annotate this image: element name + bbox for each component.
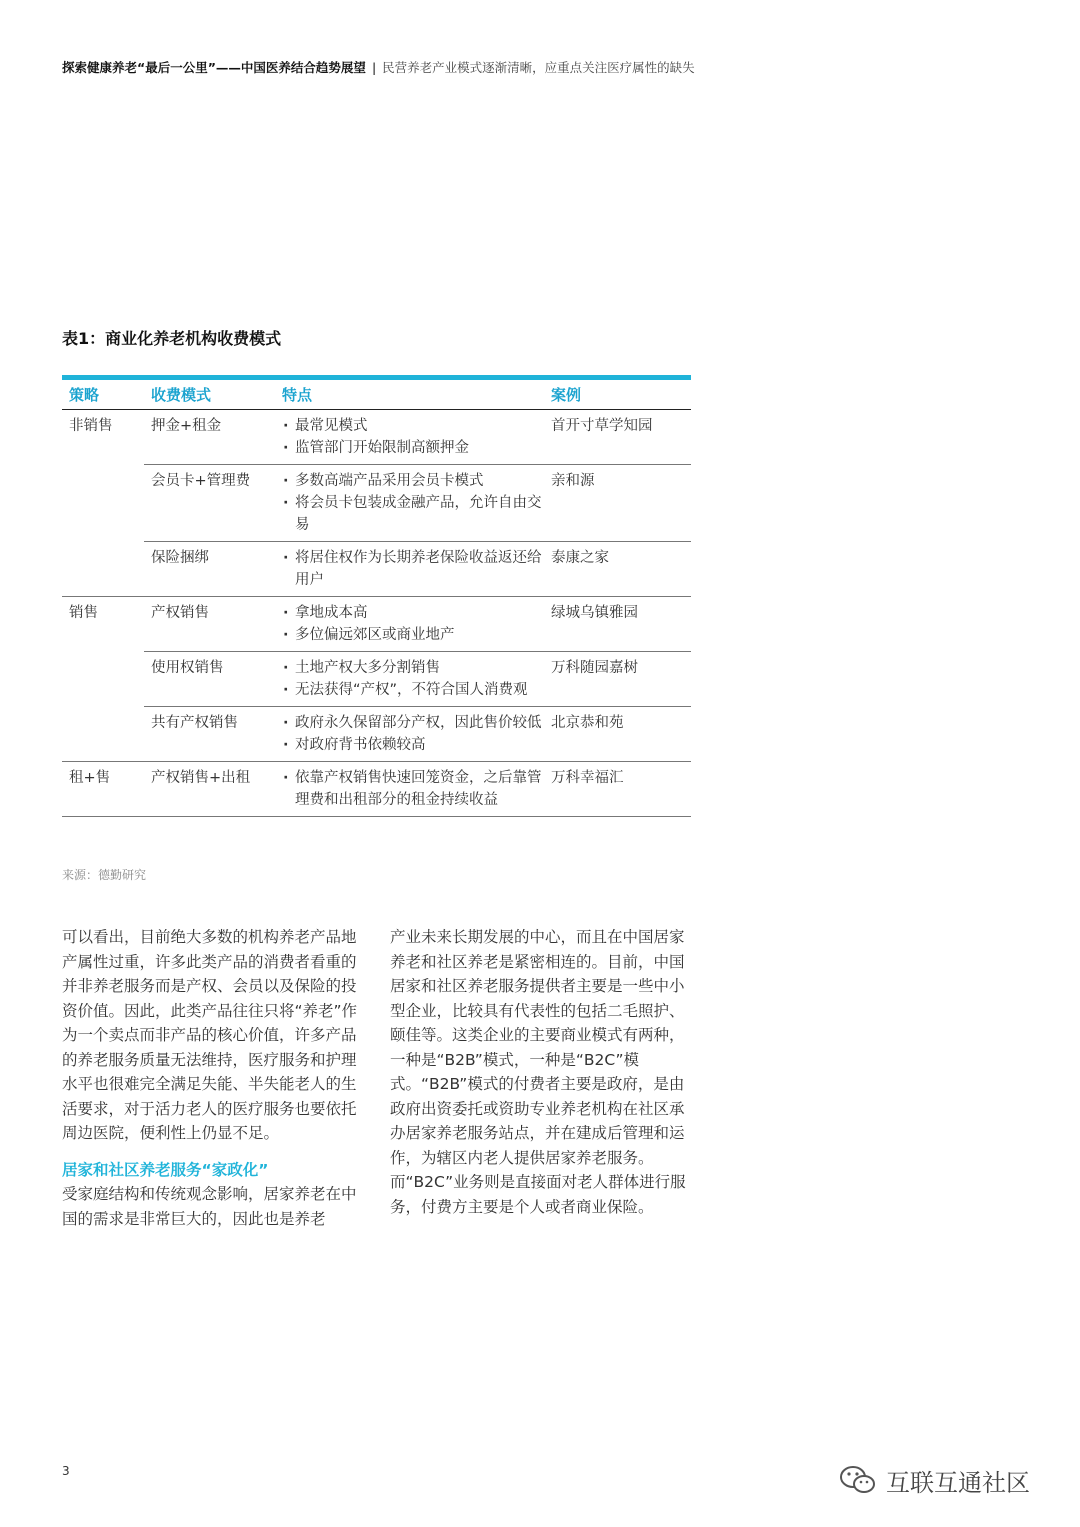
table-title: 表1：商业化养老机构收费模式 [62, 329, 282, 348]
watermark [838, 1460, 1030, 1500]
header-case: 案例 [544, 380, 691, 410]
table-header-row [62, 380, 691, 410]
features-cell [275, 707, 544, 762]
header-fee-mode: 收费模式 [144, 380, 275, 410]
case-cell: 北京恭和苑 [544, 707, 691, 762]
feature-item: · 政府永久保留部分产权，因此售价较低 [282, 712, 544, 734]
fee-model-table [62, 375, 691, 817]
fee-mode-cell: 会员卡+管理费 [144, 465, 275, 542]
strategy-cell: 销售 [62, 597, 144, 762]
table-row [62, 410, 691, 465]
features-cell [275, 542, 544, 597]
table-row [62, 465, 691, 542]
case-cell: 亲和源 [544, 465, 691, 542]
header-strategy: 策略 [62, 380, 144, 410]
feature-item: · 将居住权作为长期养老保险收益返还给用户 [282, 547, 544, 591]
header-features: 特点 [275, 380, 544, 410]
features-cell [275, 762, 544, 817]
watermark-text: 互联互通社区 [886, 1468, 1030, 1497]
feature-item: · 多数高端产品采用会员卡模式 [282, 470, 544, 492]
body-paragraph: 产业未来长期发展的中心，而且在中国居家养老和社区养老是紧密相连的。目前，中国居家和社区养老服务提供者主要是一些中小型企业，比较具有代表性的包括二毛照护、颐佳等。这类企业的主要商业模式有两种，一种是“B2B”模式，一种是“B2C”模式。“B2B”模式的付费者主要是政府，是由政府出资委托或资助专业养老机构在社区承办居家养老服务站点，并在建成后管理和运作，为辖区内老人提供居家养老服务。而“B2C”业务则是直接面对老人群体进行服务，付费方主要是个人或者商业保险。 [390, 928, 686, 1216]
fee-mode-cell: 产权销售+出租 [144, 762, 275, 817]
feature-item: · 将会员卡包装成金融产品，允许自由交易 [282, 492, 544, 536]
table-row [62, 597, 691, 652]
fee-mode-cell: 保险捆绑 [144, 542, 275, 597]
case-cell: 泰康之家 [544, 542, 691, 597]
case-cell: 万科随园嘉树 [544, 652, 691, 707]
body-column-right [390, 925, 692, 1219]
case-cell: 首开寸草学知园 [544, 410, 691, 465]
feature-item: · 无法获得“产权”，不符合国人消费观 [282, 679, 544, 701]
feature-item: · 监管部门开始限制高额押金 [282, 437, 544, 459]
features-cell [275, 465, 544, 542]
body-paragraph: 受家庭结构和传统观念影响，居家养老在中国的需求是非常巨大的，因此也是养老 [62, 1185, 357, 1228]
table-row [62, 707, 691, 762]
header-separator: | [371, 60, 377, 75]
wechat-icon [838, 1463, 878, 1497]
strategy-cell: 租+售 [62, 762, 144, 817]
fee-mode-cell: 押金+租金 [144, 410, 275, 465]
features-cell [275, 597, 544, 652]
features-cell [275, 652, 544, 707]
fee-mode-cell: 产权销售 [144, 597, 275, 652]
body-column-left [62, 925, 364, 1231]
feature-item: · 最常见模式 [282, 415, 544, 437]
section-subtitle: 民营养老产业模式逐渐清晰，应重点关注医疗属性的缺失 [382, 60, 695, 75]
feature-item: · 对政府背书依赖较高 [282, 734, 544, 756]
feature-item: · 拿地成本高 [282, 602, 544, 624]
table-row [62, 652, 691, 707]
strategy-cell: 非销售 [62, 410, 144, 597]
case-cell: 万科幸福汇 [544, 762, 691, 817]
case-cell: 绿城乌镇雅园 [544, 597, 691, 652]
table-row [62, 542, 691, 597]
report-title: 探索健康养老“最后一公里”——中国医养结合趋势展望 [62, 60, 366, 75]
features-cell [275, 410, 544, 465]
table-source: 来源：德勤研究 [62, 868, 147, 882]
section-subheading: 居家和社区养老服务“家政化” [62, 1160, 269, 1179]
table-row [62, 762, 691, 817]
body-paragraph: 可以看出，目前绝大多数的机构养老产品地产属性过重，许多此类产品的消费者看重的并非养老服务而是产权、会员以及保险的投资价值。因此，此类产品往往只将“养老”作为一个卖点而非产品的核心价值，许多产品的养老服务质量无法维持，医疗服务和护理水平也很难完全满足失能、半失能老人的生活要求，对于活力老人的医疗服务也要依托周边医院，便利性上仍显不足。 [62, 928, 358, 1142]
feature-item: · 依靠产权销售快速回笼资金，之后靠管理费和出租部分的租金持续收益 [282, 767, 544, 811]
feature-item: · 多位偏远郊区或商业地产 [282, 624, 544, 646]
page-header [62, 59, 1062, 77]
page-number: 3 [62, 1464, 70, 1478]
fee-mode-cell: 使用权销售 [144, 652, 275, 707]
fee-mode-cell: 共有产权销售 [144, 707, 275, 762]
feature-item: · 土地产权大多分割销售 [282, 657, 544, 679]
